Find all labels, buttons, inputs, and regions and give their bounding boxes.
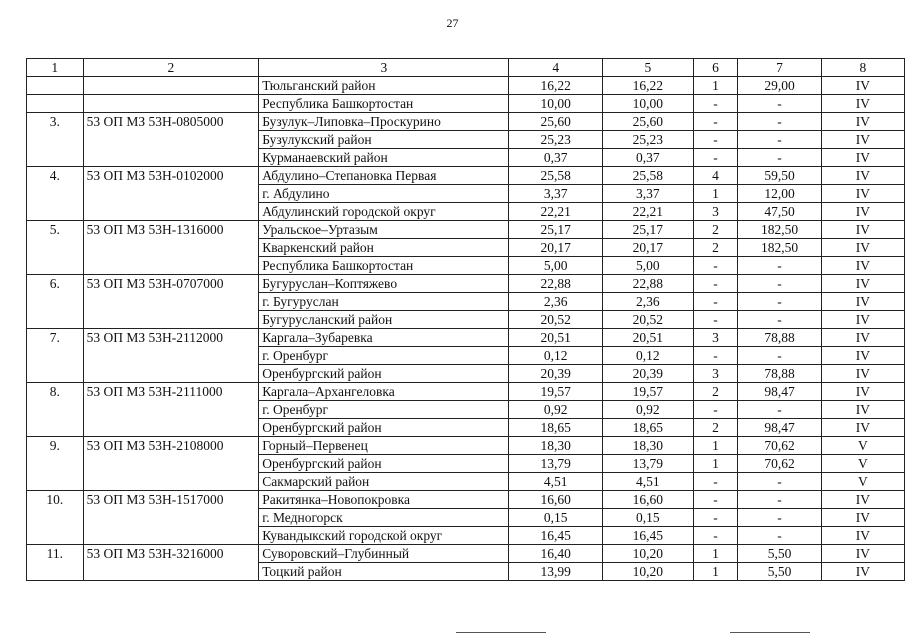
bridge-count-cell: -: [693, 311, 738, 329]
length-surface-cell: 0,15: [603, 509, 694, 527]
roads-table: [26, 58, 905, 581]
length-surface-cell: 16,60: [603, 491, 694, 509]
bridge-count-cell: 1: [693, 77, 738, 95]
table-row: [27, 95, 905, 113]
row-number-cell: 11.: [27, 545, 84, 563]
footer-divider: [730, 632, 810, 633]
row-number-cell: 4.: [27, 167, 84, 185]
road-code-cell: [83, 311, 259, 329]
length-surface-cell: 25,58: [603, 167, 694, 185]
bridge-count-cell: -: [693, 527, 738, 545]
table-row: [27, 149, 905, 167]
length-surface-cell: 19,57: [603, 383, 694, 401]
road-category-cell: IV: [821, 365, 904, 383]
row-number-cell: [27, 203, 84, 221]
road-code-cell: 53 ОП МЗ 53Н-0102000: [83, 167, 259, 185]
road-code-cell: 53 ОП МЗ 53Н-0707000: [83, 275, 259, 293]
road-category-cell: IV: [821, 491, 904, 509]
bridge-count-cell: 4: [693, 167, 738, 185]
bridge-count-cell: 3: [693, 365, 738, 383]
length-total-cell: 16,60: [509, 491, 603, 509]
road-code-cell: 53 ОП МЗ 53Н-2108000: [83, 437, 259, 455]
road-category-cell: V: [821, 455, 904, 473]
row-number-cell: [27, 311, 84, 329]
table-row: [27, 527, 905, 545]
row-number-cell: [27, 257, 84, 275]
bridge-count-cell: 2: [693, 239, 738, 257]
bridge-length-cell: -: [738, 401, 821, 419]
table-row: [27, 491, 905, 509]
bridge-count-cell: 2: [693, 221, 738, 239]
row-number-cell: 6.: [27, 275, 84, 293]
road-category-cell: V: [821, 437, 904, 455]
length-total-cell: 25,17: [509, 221, 603, 239]
bridge-count-cell: 2: [693, 419, 738, 437]
road-name-cell: г. Бугуруслан: [259, 293, 509, 311]
road-code-cell: [83, 239, 259, 257]
road-category-cell: IV: [821, 221, 904, 239]
road-category-cell: IV: [821, 563, 904, 581]
road-category-cell: IV: [821, 293, 904, 311]
row-number-cell: [27, 365, 84, 383]
bridge-count-cell: 2: [693, 383, 738, 401]
road-category-cell: IV: [821, 347, 904, 365]
road-code-cell: [83, 473, 259, 491]
bridge-length-cell: -: [738, 527, 821, 545]
length-surface-cell: 22,88: [603, 275, 694, 293]
road-code-cell: [83, 95, 259, 113]
road-name-cell: г. Оренбург: [259, 347, 509, 365]
length-surface-cell: 0,12: [603, 347, 694, 365]
header-cell: 3: [259, 59, 509, 77]
bridge-count-cell: -: [693, 275, 738, 293]
bridge-length-cell: -: [738, 131, 821, 149]
length-surface-cell: 0,37: [603, 149, 694, 167]
bridge-count-cell: 1: [693, 563, 738, 581]
table-row: [27, 311, 905, 329]
row-number-cell: 8.: [27, 383, 84, 401]
bridge-length-cell: 5,50: [738, 563, 821, 581]
road-code-cell: 53 ОП МЗ 53Н-1517000: [83, 491, 259, 509]
road-code-cell: [83, 293, 259, 311]
length-surface-cell: 10,00: [603, 95, 694, 113]
length-surface-cell: 20,51: [603, 329, 694, 347]
row-number-cell: [27, 401, 84, 419]
bridge-length-cell: -: [738, 113, 821, 131]
length-surface-cell: 2,36: [603, 293, 694, 311]
length-total-cell: 22,88: [509, 275, 603, 293]
page-number: 27: [446, 16, 459, 30]
length-surface-cell: 25,23: [603, 131, 694, 149]
length-total-cell: 0,12: [509, 347, 603, 365]
road-name-cell: Кваркенский район: [259, 239, 509, 257]
road-code-cell: 53 ОП МЗ 53Н-1316000: [83, 221, 259, 239]
road-category-cell: IV: [821, 113, 904, 131]
length-total-cell: 3,37: [509, 185, 603, 203]
bridge-length-cell: -: [738, 149, 821, 167]
road-name-cell: Суворовский–Глубинный: [259, 545, 509, 563]
bridge-length-cell: 78,88: [738, 365, 821, 383]
length-total-cell: 0,92: [509, 401, 603, 419]
road-category-cell: IV: [821, 239, 904, 257]
table-row: [27, 257, 905, 275]
length-surface-cell: 10,20: [603, 563, 694, 581]
table-row: [27, 563, 905, 581]
length-surface-cell: 5,00: [603, 257, 694, 275]
road-category-cell: IV: [821, 329, 904, 347]
length-surface-cell: 16,22: [603, 77, 694, 95]
length-surface-cell: 10,20: [603, 545, 694, 563]
length-total-cell: 0,15: [509, 509, 603, 527]
road-name-cell: Оренбургский район: [259, 365, 509, 383]
table-row: [27, 167, 905, 185]
row-number-cell: [27, 527, 84, 545]
table-row: [27, 365, 905, 383]
length-total-cell: 25,58: [509, 167, 603, 185]
road-code-cell: [83, 257, 259, 275]
bridge-length-cell: 5,50: [738, 545, 821, 563]
bridge-length-cell: -: [738, 293, 821, 311]
row-number-cell: [27, 239, 84, 257]
bridge-count-cell: -: [693, 293, 738, 311]
bridge-count-cell: -: [693, 95, 738, 113]
road-name-cell: г. Абдулино: [259, 185, 509, 203]
road-code-cell: [83, 149, 259, 167]
road-name-cell: Сакмарский район: [259, 473, 509, 491]
road-code-cell: [83, 563, 259, 581]
road-code-cell: [83, 131, 259, 149]
length-surface-cell: 18,30: [603, 437, 694, 455]
table-row: [27, 185, 905, 203]
bridge-count-cell: 1: [693, 545, 738, 563]
length-surface-cell: 4,51: [603, 473, 694, 491]
length-total-cell: 4,51: [509, 473, 603, 491]
bridge-count-cell: 1: [693, 437, 738, 455]
road-code-cell: 53 ОП МЗ 53Н-2111000: [83, 383, 259, 401]
row-number-cell: [27, 563, 84, 581]
bridge-length-cell: 47,50: [738, 203, 821, 221]
row-number-cell: [27, 419, 84, 437]
bridge-length-cell: -: [738, 509, 821, 527]
length-total-cell: 5,00: [509, 257, 603, 275]
table-body: [27, 77, 905, 581]
road-category-cell: IV: [821, 77, 904, 95]
bridge-count-cell: 1: [693, 185, 738, 203]
bridge-length-cell: 98,47: [738, 419, 821, 437]
header-cell: 7: [738, 59, 821, 77]
road-category-cell: IV: [821, 419, 904, 437]
header-cell: 2: [83, 59, 259, 77]
table-row: [27, 455, 905, 473]
road-code-cell: [83, 401, 259, 419]
header-cell: 4: [509, 59, 603, 77]
length-total-cell: 25,23: [509, 131, 603, 149]
length-total-cell: 20,52: [509, 311, 603, 329]
road-name-cell: Тоцкий район: [259, 563, 509, 581]
bridge-length-cell: -: [738, 491, 821, 509]
row-number-cell: [27, 131, 84, 149]
road-name-cell: Курманаевский район: [259, 149, 509, 167]
length-surface-cell: 22,21: [603, 203, 694, 221]
road-category-cell: IV: [821, 275, 904, 293]
length-total-cell: 2,36: [509, 293, 603, 311]
road-category-cell: V: [821, 473, 904, 491]
table-row: [27, 347, 905, 365]
table-row: [27, 509, 905, 527]
bridge-length-cell: 70,62: [738, 437, 821, 455]
table-row: [27, 545, 905, 563]
bridge-length-cell: 12,00: [738, 185, 821, 203]
road-code-cell: 53 ОП МЗ 53Н-3216000: [83, 545, 259, 563]
road-name-cell: Бузулук–Липовка–Проскурино: [259, 113, 509, 131]
road-name-cell: Тюльганский район: [259, 77, 509, 95]
bridge-length-cell: 59,50: [738, 167, 821, 185]
length-surface-cell: 0,92: [603, 401, 694, 419]
table-row: [27, 473, 905, 491]
row-number-cell: [27, 509, 84, 527]
length-surface-cell: 3,37: [603, 185, 694, 203]
bridge-count-cell: -: [693, 491, 738, 509]
length-total-cell: 13,79: [509, 455, 603, 473]
row-number-cell: [27, 293, 84, 311]
length-total-cell: 20,17: [509, 239, 603, 257]
bridge-length-cell: 182,50: [738, 221, 821, 239]
road-name-cell: г. Медногорск: [259, 509, 509, 527]
bridge-length-cell: -: [738, 473, 821, 491]
bridge-length-cell: 182,50: [738, 239, 821, 257]
table-row: [27, 113, 905, 131]
table-row: [27, 329, 905, 347]
road-category-cell: IV: [821, 509, 904, 527]
row-number-cell: 5.: [27, 221, 84, 239]
bridge-count-cell: -: [693, 401, 738, 419]
road-name-cell: Ракитянка–Новопокровка: [259, 491, 509, 509]
length-surface-cell: 16,45: [603, 527, 694, 545]
road-name-cell: Оренбургский район: [259, 419, 509, 437]
bridge-length-cell: 70,62: [738, 455, 821, 473]
road-name-cell: Кувандыкский городской округ: [259, 527, 509, 545]
road-category-cell: IV: [821, 383, 904, 401]
length-surface-cell: 18,65: [603, 419, 694, 437]
table-row: [27, 203, 905, 221]
length-total-cell: 16,45: [509, 527, 603, 545]
road-category-cell: IV: [821, 185, 904, 203]
footer-divider: [456, 632, 546, 633]
row-number-cell: [27, 185, 84, 203]
road-code-cell: [83, 455, 259, 473]
row-number-cell: 9.: [27, 437, 84, 455]
bridge-length-cell: 29,00: [738, 77, 821, 95]
row-number-cell: [27, 455, 84, 473]
road-name-cell: Бугурусланский район: [259, 311, 509, 329]
row-number-cell: 10.: [27, 491, 84, 509]
bridge-length-cell: -: [738, 311, 821, 329]
bridge-length-cell: -: [738, 347, 821, 365]
road-name-cell: Каргала–Зубаревка: [259, 329, 509, 347]
road-code-cell: [83, 347, 259, 365]
length-total-cell: 22,21: [509, 203, 603, 221]
length-total-cell: 0,37: [509, 149, 603, 167]
road-name-cell: Уральское–Уртазым: [259, 221, 509, 239]
row-number-cell: [27, 95, 84, 113]
road-category-cell: IV: [821, 545, 904, 563]
road-name-cell: Оренбургский район: [259, 455, 509, 473]
table-row: [27, 221, 905, 239]
road-name-cell: Бузулукский район: [259, 131, 509, 149]
length-total-cell: 10,00: [509, 95, 603, 113]
row-number-cell: [27, 77, 84, 95]
length-surface-cell: 25,60: [603, 113, 694, 131]
header-row: [27, 59, 905, 77]
road-category-cell: IV: [821, 311, 904, 329]
header-cell: 5: [603, 59, 694, 77]
length-surface-cell: 13,79: [603, 455, 694, 473]
length-total-cell: 16,22: [509, 77, 603, 95]
road-name-cell: Бугуруслан–Коптяжево: [259, 275, 509, 293]
road-category-cell: IV: [821, 527, 904, 545]
row-number-cell: [27, 149, 84, 167]
length-total-cell: 20,39: [509, 365, 603, 383]
table-row: [27, 77, 905, 95]
bridge-count-cell: -: [693, 149, 738, 167]
bridge-count-cell: -: [693, 257, 738, 275]
bridge-count-cell: 3: [693, 203, 738, 221]
table-row: [27, 239, 905, 257]
road-code-cell: 53 ОП МЗ 53Н-2112000: [83, 329, 259, 347]
header-cell: 1: [27, 59, 84, 77]
table-row: [27, 401, 905, 419]
road-code-cell: [83, 365, 259, 383]
road-name-cell: г. Оренбург: [259, 401, 509, 419]
bridge-count-cell: -: [693, 131, 738, 149]
bridge-length-cell: 78,88: [738, 329, 821, 347]
road-category-cell: IV: [821, 167, 904, 185]
length-total-cell: 13,99: [509, 563, 603, 581]
length-total-cell: 19,57: [509, 383, 603, 401]
length-total-cell: 18,65: [509, 419, 603, 437]
road-name-cell: Каргала–Архангеловка: [259, 383, 509, 401]
table-row: [27, 383, 905, 401]
bridge-count-cell: -: [693, 347, 738, 365]
road-code-cell: [83, 185, 259, 203]
road-category-cell: IV: [821, 95, 904, 113]
road-category-cell: IV: [821, 149, 904, 167]
row-number-cell: 7.: [27, 329, 84, 347]
length-surface-cell: 20,39: [603, 365, 694, 383]
table-row: [27, 131, 905, 149]
road-name-cell: Абдулинский городской округ: [259, 203, 509, 221]
length-surface-cell: 20,52: [603, 311, 694, 329]
road-code-cell: [83, 419, 259, 437]
header-cell: 6: [693, 59, 738, 77]
table-row: [27, 419, 905, 437]
table-row: [27, 293, 905, 311]
length-surface-cell: 20,17: [603, 239, 694, 257]
road-code-cell: [83, 509, 259, 527]
road-name-cell: Республика Башкортостан: [259, 257, 509, 275]
length-total-cell: 16,40: [509, 545, 603, 563]
road-code-cell: [83, 203, 259, 221]
bridge-length-cell: -: [738, 95, 821, 113]
bridge-length-cell: -: [738, 257, 821, 275]
bridge-count-cell: 3: [693, 329, 738, 347]
road-category-cell: IV: [821, 203, 904, 221]
bridge-count-cell: -: [693, 473, 738, 491]
road-code-cell: [83, 527, 259, 545]
road-category-cell: IV: [821, 257, 904, 275]
road-name-cell: Республика Башкортостан: [259, 95, 509, 113]
bridge-count-cell: -: [693, 113, 738, 131]
length-surface-cell: 25,17: [603, 221, 694, 239]
length-total-cell: 25,60: [509, 113, 603, 131]
road-category-cell: IV: [821, 131, 904, 149]
length-total-cell: 18,30: [509, 437, 603, 455]
header-cell: 8: [821, 59, 904, 77]
row-number-cell: 3.: [27, 113, 84, 131]
bridge-count-cell: 1: [693, 455, 738, 473]
road-name-cell: Горный–Первенец: [259, 437, 509, 455]
table-row: [27, 275, 905, 293]
bridge-length-cell: 98,47: [738, 383, 821, 401]
bridge-count-cell: -: [693, 509, 738, 527]
road-code-cell: [83, 77, 259, 95]
bridge-length-cell: -: [738, 275, 821, 293]
road-code-cell: 53 ОП МЗ 53Н-0805000: [83, 113, 259, 131]
road-category-cell: IV: [821, 401, 904, 419]
row-number-cell: [27, 473, 84, 491]
road-name-cell: Абдулино–Степановка Первая: [259, 167, 509, 185]
row-number-cell: [27, 347, 84, 365]
table-row: [27, 437, 905, 455]
length-total-cell: 20,51: [509, 329, 603, 347]
